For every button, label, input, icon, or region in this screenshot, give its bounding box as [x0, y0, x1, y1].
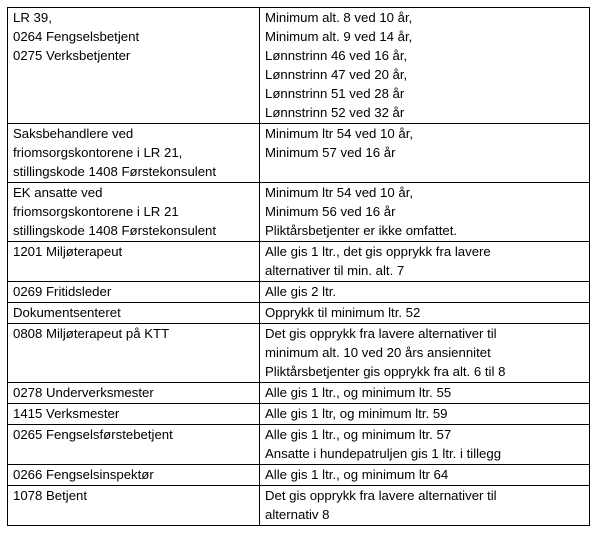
position-cell: 0269 Fritidsleder [8, 282, 260, 303]
rule-cell: Alle gis 1 ltr., og minimum ltr. 55 [260, 383, 590, 404]
table-row [8, 383, 590, 404]
rule-cell: Det gis opprykk fra lavere alternativer til alternativ 8 [260, 486, 590, 526]
position-cell: 0278 Underverksmester [8, 383, 260, 404]
position-cell: 0266 Fengselsinspektør [8, 465, 260, 486]
position-cell: Saksbehandlere ved friomsorgskontorene i LR 21, stillingskode 1408 Førstekonsulent [8, 124, 260, 183]
rule-cell: Opprykk til minimum ltr. 52 [260, 303, 590, 324]
position-cell: Dokumentsenteret [8, 303, 260, 324]
salary-table [7, 7, 590, 526]
position-cell: 1078 Betjent [8, 486, 260, 526]
rule-cell: Alle gis 1 ltr, og minimum ltr. 59 [260, 404, 590, 425]
table-row [8, 404, 590, 425]
rule-cell: Alle gis 2 ltr. [260, 282, 590, 303]
table-row [8, 124, 590, 183]
position-cell: 0265 Fengselsførstebetjent [8, 425, 260, 465]
table-row [8, 282, 590, 303]
rule-cell: Alle gis 1 ltr., og minimum ltr. 57 Ansatte i hundepatruljen gis 1 ltr. i tillegg [260, 425, 590, 465]
position-cell: 1201 Miljøterapeut [8, 242, 260, 282]
table-row [8, 303, 590, 324]
position-cell: LR 39, 0264 Fengselsbetjent 0275 Verksbetjenter [8, 8, 260, 124]
rule-cell: Alle gis 1 ltr., det gis opprykk fra lavere alternativer til min. alt. 7 [260, 242, 590, 282]
table-row [8, 324, 590, 383]
position-cell: EK ansatte ved friomsorgskontorene i LR 21 stillingskode 1408 Førstekonsulent [8, 183, 260, 242]
table-row [8, 8, 590, 124]
table-row [8, 242, 590, 282]
rule-cell: Det gis opprykk fra lavere alternativer til minimum alt. 10 ved 20 års ansiennitet Pliktårsbetjenter gis opprykk fra alt. 6 til 8 [260, 324, 590, 383]
position-cell: 1415 Verksmester [8, 404, 260, 425]
position-cell: 0808 Miljøterapeut på KTT [8, 324, 260, 383]
rule-cell: Minimum alt. 8 ved 10 år, Minimum alt. 9 ved 14 år, Lønnstrinn 46 ved 16 år, Lønnstrinn 47 ved 20 år, Lønnstrinn 51 ved 28 år Lønnstrinn 52 ved 32 år [260, 8, 590, 124]
table-row [8, 486, 590, 526]
table-row [8, 425, 590, 465]
rule-cell: Alle gis 1 ltr., og minimum ltr 64 [260, 465, 590, 486]
table-row [8, 183, 590, 242]
rule-cell: Minimum ltr 54 ved 10 år, Minimum 57 ved 16 år [260, 124, 590, 183]
table-row [8, 465, 590, 486]
rule-cell: Minimum ltr 54 ved 10 år, Minimum 56 ved 16 år Pliktårsbetjenter er ikke omfattet. [260, 183, 590, 242]
